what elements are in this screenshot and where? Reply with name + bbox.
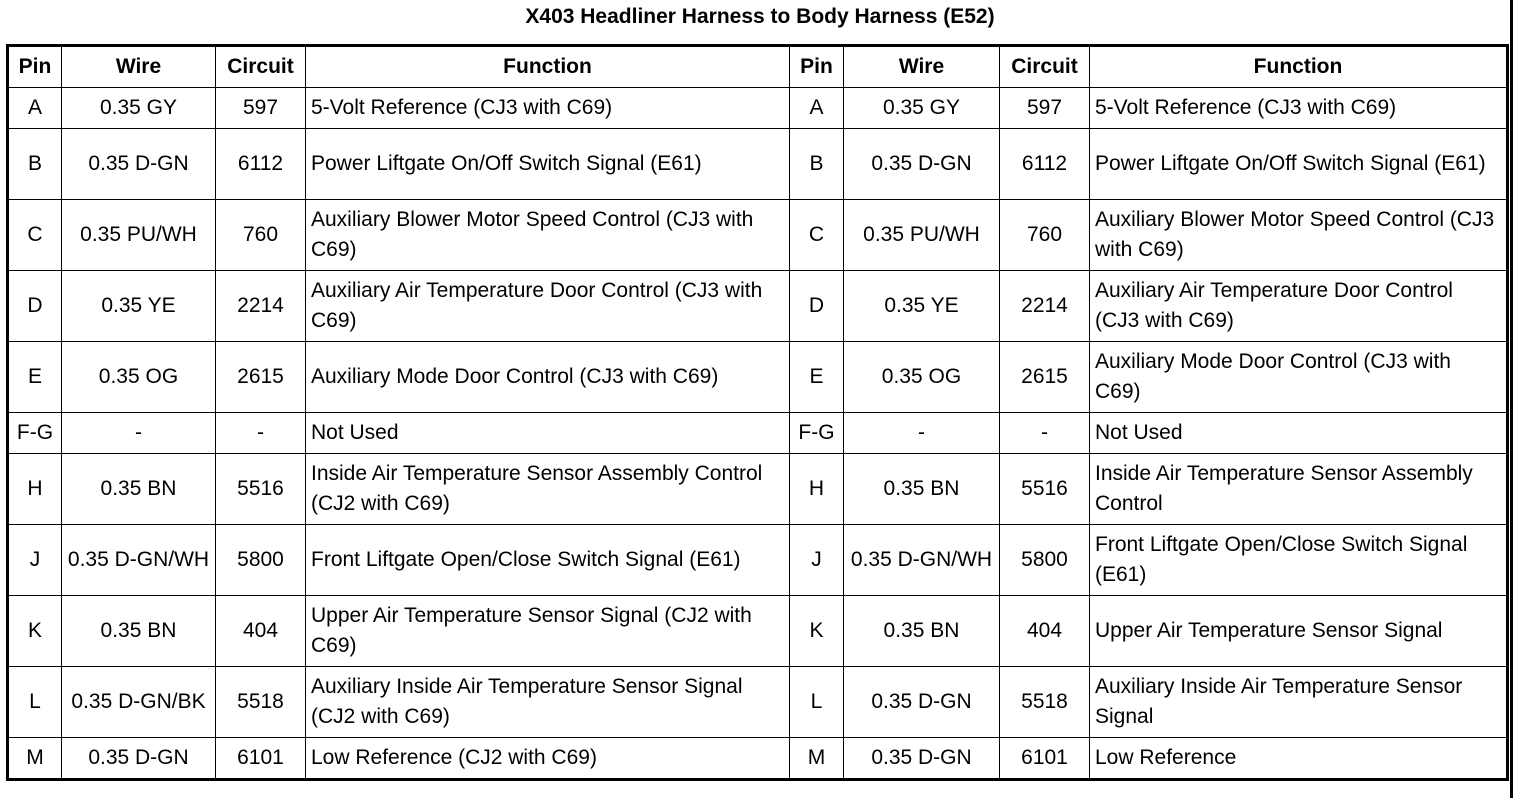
- pin-cell-right: B: [790, 129, 844, 200]
- wire-cell: 0.35 D-GN: [62, 129, 216, 200]
- circuit-cell: 760: [216, 200, 306, 271]
- circuit-cell-right: 6112: [1000, 129, 1090, 200]
- wire-cell-right: 0.35 D-GN/WH: [844, 525, 1000, 596]
- wire-cell-right: 0.35 PU/WH: [844, 200, 1000, 271]
- wire-cell: 0.35 BN: [62, 596, 216, 667]
- table-header-row: [8, 46, 1508, 88]
- pin-cell-right: J: [790, 525, 844, 596]
- pin-cell: J: [8, 525, 62, 596]
- circuit-cell-right: 2214: [1000, 271, 1090, 342]
- table-row: [8, 413, 1508, 454]
- table-row: [8, 525, 1508, 596]
- circuit-cell-right: -: [1000, 413, 1090, 454]
- header-pin: Pin: [8, 46, 62, 88]
- header-wire: Wire: [62, 46, 216, 88]
- function-cell-right: Power Liftgate On/Off Switch Signal (E61): [1090, 129, 1508, 200]
- function-cell-right: Auxiliary Inside Air Temperature Sensor Signal: [1090, 667, 1508, 738]
- table-row: [8, 667, 1508, 738]
- wire-cell: 0.35 D-GN/BK: [62, 667, 216, 738]
- function-cell: 5-Volt Reference (CJ3 with C69): [306, 88, 790, 129]
- pin-cell: K: [8, 596, 62, 667]
- header-pin-right: Pin: [790, 46, 844, 88]
- function-cell: Auxiliary Inside Air Temperature Sensor Signal (CJ2 with C69): [306, 667, 790, 738]
- header-wire-right: Wire: [844, 46, 1000, 88]
- circuit-cell: 597: [216, 88, 306, 129]
- pin-cell-right: A: [790, 88, 844, 129]
- wire-cell: 0.35 GY: [62, 88, 216, 129]
- function-cell-right: Auxiliary Blower Motor Speed Control (CJ3 with C69): [1090, 200, 1508, 271]
- function-cell-right: Not Used: [1090, 413, 1508, 454]
- wire-cell-right: 0.35 BN: [844, 596, 1000, 667]
- page-edge-rule: [1510, 0, 1513, 798]
- header-circuit-right: Circuit: [1000, 46, 1090, 88]
- circuit-cell-right: 5800: [1000, 525, 1090, 596]
- wire-cell: -: [62, 413, 216, 454]
- table-row: [8, 342, 1508, 413]
- table-row: [8, 200, 1508, 271]
- wire-cell: 0.35 BN: [62, 454, 216, 525]
- circuit-cell: 6112: [216, 129, 306, 200]
- pin-cell-right: H: [790, 454, 844, 525]
- pin-cell-right: M: [790, 738, 844, 780]
- pin-cell: M: [8, 738, 62, 780]
- function-cell: Auxiliary Mode Door Control (CJ3 with C69): [306, 342, 790, 413]
- table-row: [8, 454, 1508, 525]
- function-cell: Upper Air Temperature Sensor Signal (CJ2 with C69): [306, 596, 790, 667]
- table-row: [8, 129, 1508, 200]
- header-function-right: Function: [1090, 46, 1508, 88]
- function-cell: Low Reference (CJ2 with C69): [306, 738, 790, 780]
- circuit-cell: -: [216, 413, 306, 454]
- pin-cell: H: [8, 454, 62, 525]
- pin-cell-right: D: [790, 271, 844, 342]
- pin-cell: L: [8, 667, 62, 738]
- circuit-cell: 5516: [216, 454, 306, 525]
- wire-cell: 0.35 YE: [62, 271, 216, 342]
- pin-cell: E: [8, 342, 62, 413]
- function-cell-right: Inside Air Temperature Sensor Assembly Control: [1090, 454, 1508, 525]
- header-circuit: Circuit: [216, 46, 306, 88]
- wire-cell-right: 0.35 D-GN: [844, 129, 1000, 200]
- wire-cell-right: 0.35 BN: [844, 454, 1000, 525]
- pin-cell-right: F-G: [790, 413, 844, 454]
- circuit-cell-right: 597: [1000, 88, 1090, 129]
- function-cell-right: 5-Volt Reference (CJ3 with C69): [1090, 88, 1508, 129]
- wire-cell-right: 0.35 D-GN: [844, 738, 1000, 780]
- function-cell: Front Liftgate Open/Close Switch Signal (E61): [306, 525, 790, 596]
- function-cell: Not Used: [306, 413, 790, 454]
- function-cell: Inside Air Temperature Sensor Assembly Control (CJ2 with C69): [306, 454, 790, 525]
- circuit-cell-right: 5518: [1000, 667, 1090, 738]
- table-row: [8, 738, 1508, 780]
- connector-pinout-table: [6, 44, 1509, 781]
- table-row: [8, 88, 1508, 129]
- pin-cell: B: [8, 129, 62, 200]
- page-title: X403 Headliner Harness to Body Harness (E52): [525, 5, 995, 28]
- wire-cell-right: 0.35 OG: [844, 342, 1000, 413]
- table-row: [8, 596, 1508, 667]
- circuit-cell: 6101: [216, 738, 306, 780]
- pin-cell-right: K: [790, 596, 844, 667]
- pin-cell-right: E: [790, 342, 844, 413]
- circuit-cell-right: 6101: [1000, 738, 1090, 780]
- header-function: Function: [306, 46, 790, 88]
- function-cell: Power Liftgate On/Off Switch Signal (E61): [306, 129, 790, 200]
- function-cell-right: Upper Air Temperature Sensor Signal: [1090, 596, 1508, 667]
- wire-cell-right: -: [844, 413, 1000, 454]
- function-cell-right: Auxiliary Mode Door Control (CJ3 with C69): [1090, 342, 1508, 413]
- table-row: [8, 271, 1508, 342]
- wire-cell-right: 0.35 YE: [844, 271, 1000, 342]
- pin-cell: C: [8, 200, 62, 271]
- function-cell: Auxiliary Air Temperature Door Control (CJ3 with C69): [306, 271, 790, 342]
- circuit-cell: 2214: [216, 271, 306, 342]
- function-cell: Auxiliary Blower Motor Speed Control (CJ3 with C69): [306, 200, 790, 271]
- wire-cell: 0.35 PU/WH: [62, 200, 216, 271]
- wire-cell: 0.35 D-GN/WH: [62, 525, 216, 596]
- circuit-cell: 2615: [216, 342, 306, 413]
- pin-cell: F-G: [8, 413, 62, 454]
- wire-cell-right: 0.35 D-GN: [844, 667, 1000, 738]
- wire-cell: 0.35 D-GN: [62, 738, 216, 780]
- pin-cell-right: L: [790, 667, 844, 738]
- circuit-cell-right: 5516: [1000, 454, 1090, 525]
- function-cell-right: Auxiliary Air Temperature Door Control (CJ3 with C69): [1090, 271, 1508, 342]
- circuit-cell: 404: [216, 596, 306, 667]
- pin-cell-right: C: [790, 200, 844, 271]
- pin-cell: A: [8, 88, 62, 129]
- wire-cell-right: 0.35 GY: [844, 88, 1000, 129]
- circuit-cell-right: 2615: [1000, 342, 1090, 413]
- circuit-cell: 5800: [216, 525, 306, 596]
- wire-cell: 0.35 OG: [62, 342, 216, 413]
- pin-cell: D: [8, 271, 62, 342]
- function-cell-right: Low Reference: [1090, 738, 1508, 780]
- circuit-cell-right: 760: [1000, 200, 1090, 271]
- circuit-cell-right: 404: [1000, 596, 1090, 667]
- function-cell-right: Front Liftgate Open/Close Switch Signal (E61): [1090, 525, 1508, 596]
- circuit-cell: 5518: [216, 667, 306, 738]
